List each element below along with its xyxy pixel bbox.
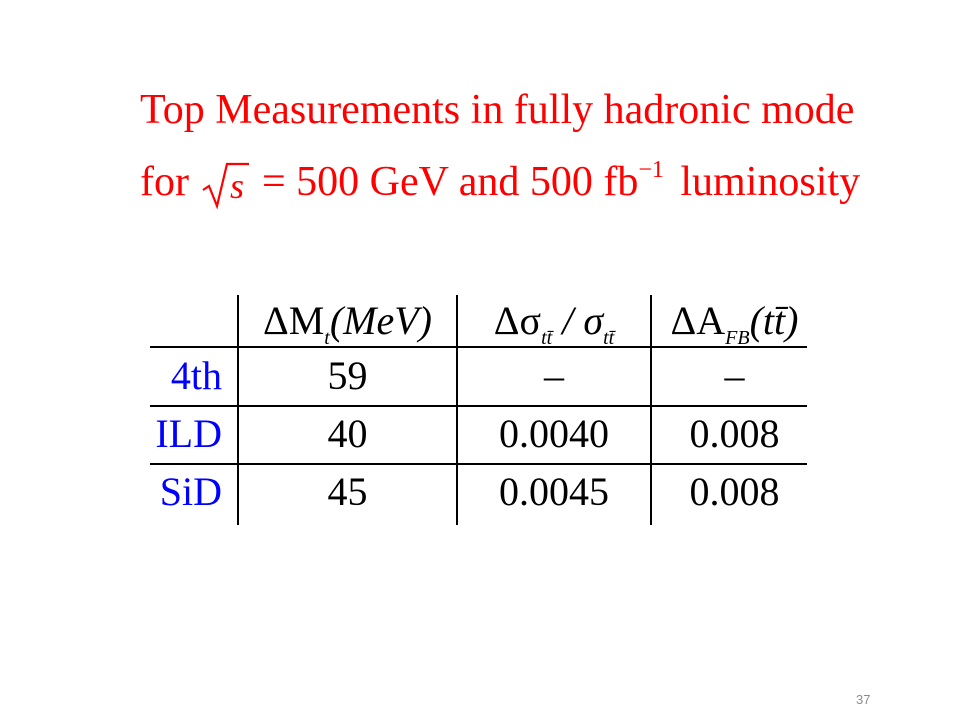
title-superscript: −1 — [638, 157, 664, 183]
header-mass: $\Delta M_t(MeV)$ — [262, 298, 432, 349]
table-cell: – — [724, 353, 745, 398]
table-cell: 40 — [327, 411, 368, 456]
table-cell: 59 — [327, 353, 368, 398]
title-luminosity: luminosity — [680, 159, 861, 205]
header-asymmetry: $\Delta A_{FB}(tt̄)$ — [670, 298, 799, 349]
table-cell: 0.0040 — [499, 411, 609, 456]
row-label-ild: ILD — [155, 411, 222, 456]
row-label-4th: 4th — [170, 353, 222, 398]
table-hline-3 — [150, 463, 807, 465]
table-cell: 45 — [327, 469, 368, 514]
title-energy-luminosity: = 500 GeV and 500 fb — [261, 159, 639, 205]
table-cell: 0.0045 — [499, 469, 609, 514]
page-number: 37 — [856, 692, 871, 707]
table-cell: 0.008 — [689, 411, 780, 456]
title-for: for — [140, 159, 189, 205]
row-label-sid: SiD — [159, 469, 222, 514]
table-hline-2 — [150, 405, 807, 407]
table-cell: 0.008 — [689, 469, 780, 514]
header-cross-section: $\Delta\sigma_{tt̄} / \sigma_{tt̄}$ — [493, 298, 615, 349]
title-line-1: Top Measurements in fully hadronic mode — [140, 87, 855, 133]
table-cell: – — [544, 353, 564, 398]
sqrt-s: s — [230, 166, 245, 207]
